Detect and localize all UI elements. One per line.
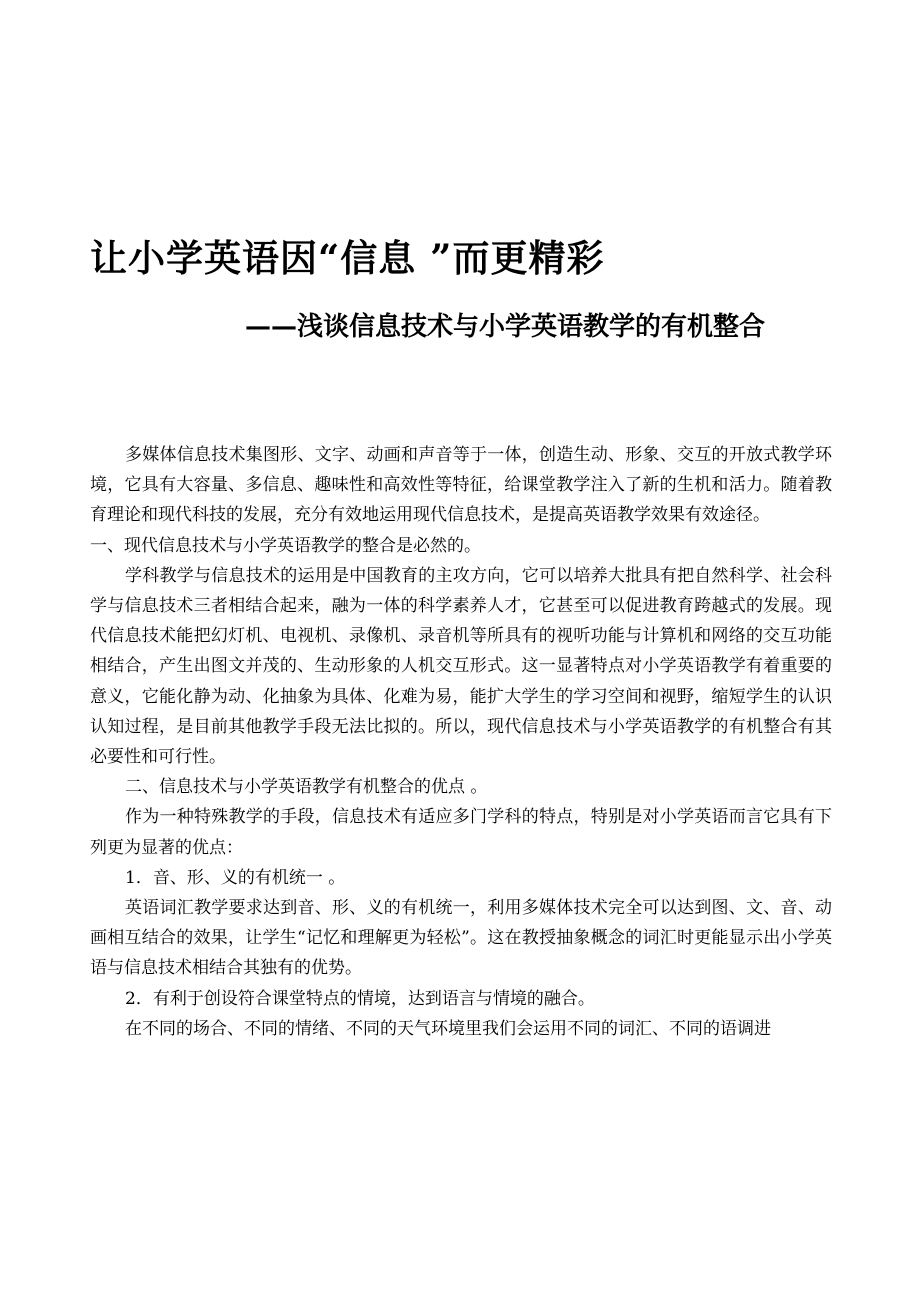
subsection-heading-1: 1．音、形、义的有机统一 。 bbox=[125, 867, 346, 888]
paragraph-subsection-2: 在不同的场合、不同的情绪、不同的天气环境里我们会运用不同的词汇、不同的语调进 bbox=[125, 1018, 771, 1039]
paragraph-section-2: 作为一种特殊教学的手段，信息技术有适应多门学科的特点，特别是对小学英语而言它具有下列更为显著的优点： bbox=[90, 807, 832, 858]
subsection-heading-2: 2．有利于创设符合课堂特点的情境，达到语言与情境的融合。 bbox=[125, 988, 595, 1009]
document-title: 让小学英语因“信息 ”而更精彩 bbox=[90, 236, 605, 280]
section-heading-1: 一、现代信息技术与小学英语教学的整合是必然的。 bbox=[90, 535, 481, 556]
paragraph-section-1: 学科教学与信息技术的运用是中国教育的主攻方向，它可以培养大批具有把自然科学、社会科学与信息技术三者相结合起来，融为一体的科学素养人才，它甚至可以促进教育跨越式的发展。现代信息技术能把幻灯机、电视机、录像机、录音机等所具有的视听功能与计算机和网络的交互功能相结合，产生出图文并茂的、生动形象的人机交互形式。这一显著特点对小学英语教学有着重要的意义，它能化静为动、化抽象为具体、化难为易，能扩大学生的学习空间和视野，缩短学生的认识认知过程，是目前其他教学手段无法比拟的。所以，现代信息技术与小学英语教学的有机整合有其必要性和可行性。 bbox=[90, 565, 832, 768]
document-subtitle: ——浅谈信息技术与小学英语教学的有机整合 bbox=[245, 312, 766, 342]
paragraph-intro: 多媒体信息技术集图形、文字、动画和声音等于一体，创造生动、形象、交互的开放式教学环境，它具有大容量、多信息、趣味性和高效性等特征，给课堂教学注入了新的生机和活力。随着教育理论和现代科技的发展，充分有效地运用现代信息技术，是提高英语教学效果有效途径。 bbox=[90, 445, 832, 526]
section-heading-2: 二、信息技术与小学英语教学有机整合的优点 。 bbox=[125, 777, 488, 798]
paragraph-subsection-1: 英语词汇教学要求达到音、形、义的有机统一，利用多媒体技术完全可以达到图、文、音、动画相互结合的效果，让学生“记忆和理解更为轻松”。这在教授抽象概念的词汇时更能显示出小学英语与信息技术相结合其独有的优势。 bbox=[90, 898, 832, 979]
document-body bbox=[90, 440, 832, 1044]
